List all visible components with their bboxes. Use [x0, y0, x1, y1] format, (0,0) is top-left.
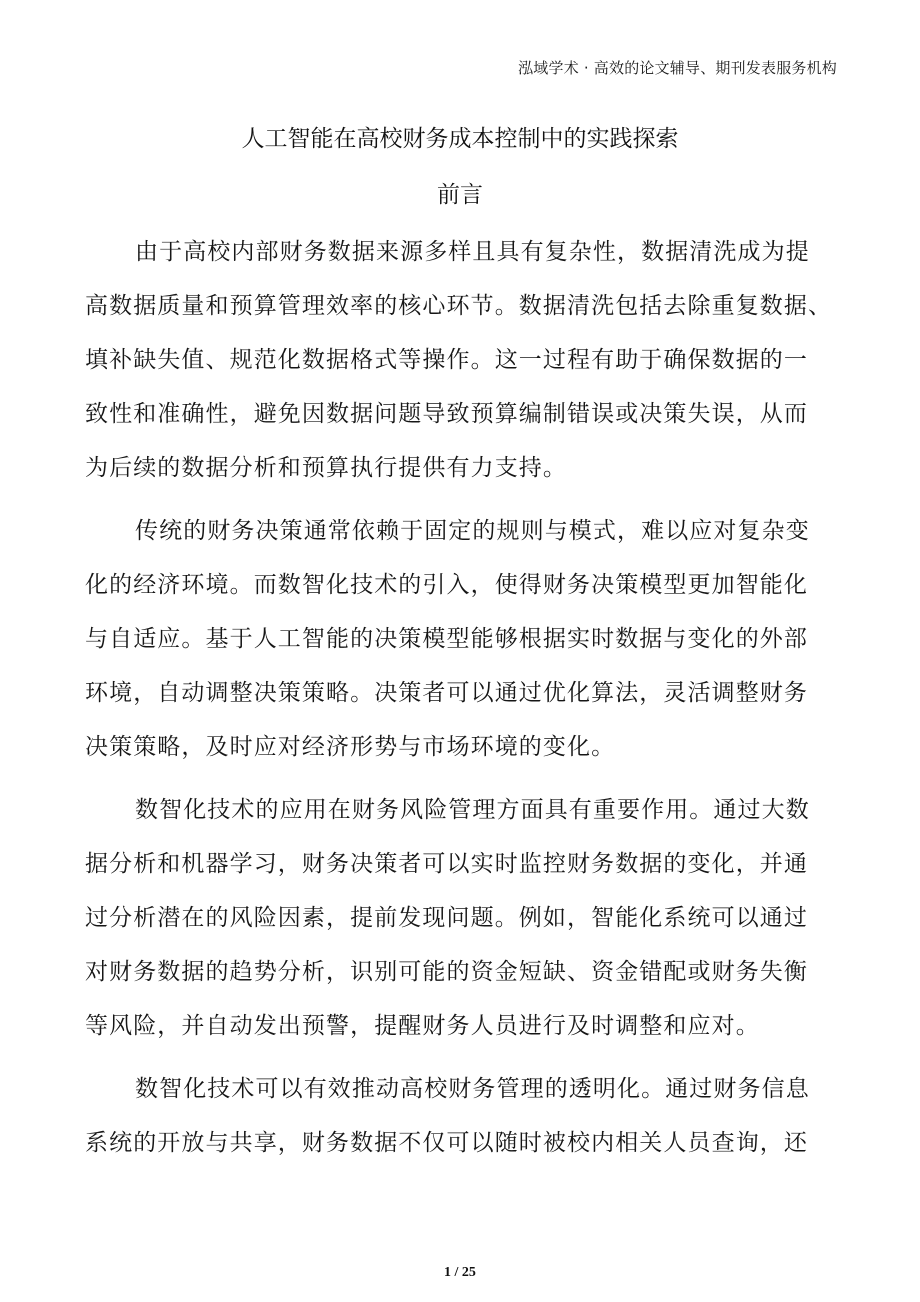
paragraph-line: 为后续的数据分析和预算执行提供有力支持。	[85, 455, 567, 481]
document-title: 人工智能在高校财务成本控制中的实践探索	[241, 126, 679, 152]
paragraph-line: 传统的财务决策通常依赖于固定的规则与模式，难以应对复杂变	[135, 518, 810, 544]
paragraph-2	[85, 513, 855, 783]
paragraph-line: 过分析潜在的风险因素，提前发现问题。例如，智能化系统可以通过	[85, 905, 808, 931]
paragraph-line: 等风险，并自动发出预警，提醒财务人员进行及时调整和应对。	[85, 1013, 760, 1039]
paragraph-line: 数智化技术可以有效推动高校财务管理的透明化。通过财务信息	[135, 1076, 810, 1102]
paragraph-line: 数智化技术的应用在财务风险管理方面具有重要作用。通过大数	[135, 797, 810, 823]
document-body	[85, 234, 855, 1188]
paragraph-line: 系统的开放与共享，财务数据不仅可以随时被校内相关人员查询，还	[85, 1130, 808, 1156]
paragraph-line: 环境，自动调整决策策略。决策者可以通过优化算法，灵活调整财务	[85, 680, 808, 706]
paragraph-line: 据分析和机器学习，财务决策者可以实时监控财务数据的变化，并通	[85, 851, 808, 877]
paragraph-line: 由于高校内部财务数据来源多样且具有复杂性，数据清洗成为提	[135, 239, 810, 265]
paragraph-line: 化的经济环境。而数智化技术的引入，使得财务决策模型更加智能化	[85, 572, 808, 598]
page-number: 1 / 25	[444, 1265, 476, 1280]
paragraph-1	[85, 234, 855, 504]
paragraph-3	[85, 792, 855, 1062]
paragraph-line: 决策策略，及时应对经济形势与市场环境的变化。	[85, 734, 616, 760]
paragraph-line: 与自适应。基于人工智能的决策模型能够根据实时数据与变化的外部	[85, 626, 808, 652]
paragraph-4	[85, 1071, 855, 1179]
section-title-preface: 前言	[437, 182, 483, 208]
paragraph-line: 致性和准确性，避免因数据问题导致预算编制错误或决策失误，从而	[85, 401, 808, 427]
page-header: 泓域学术 · 高效的论文辅导、期刊发表服务机构	[518, 59, 837, 77]
paragraph-line: 填补缺失值、规范化数据格式等操作。这一过程有助于确保数据的一	[85, 347, 808, 373]
paragraph-line: 高数据质量和预算管理效率的核心环节。数据清洗包括去除重复数据、	[85, 293, 833, 319]
paragraph-line: 对财务数据的趋势分析，识别可能的资金短缺、资金错配或财务失衡	[85, 959, 808, 985]
